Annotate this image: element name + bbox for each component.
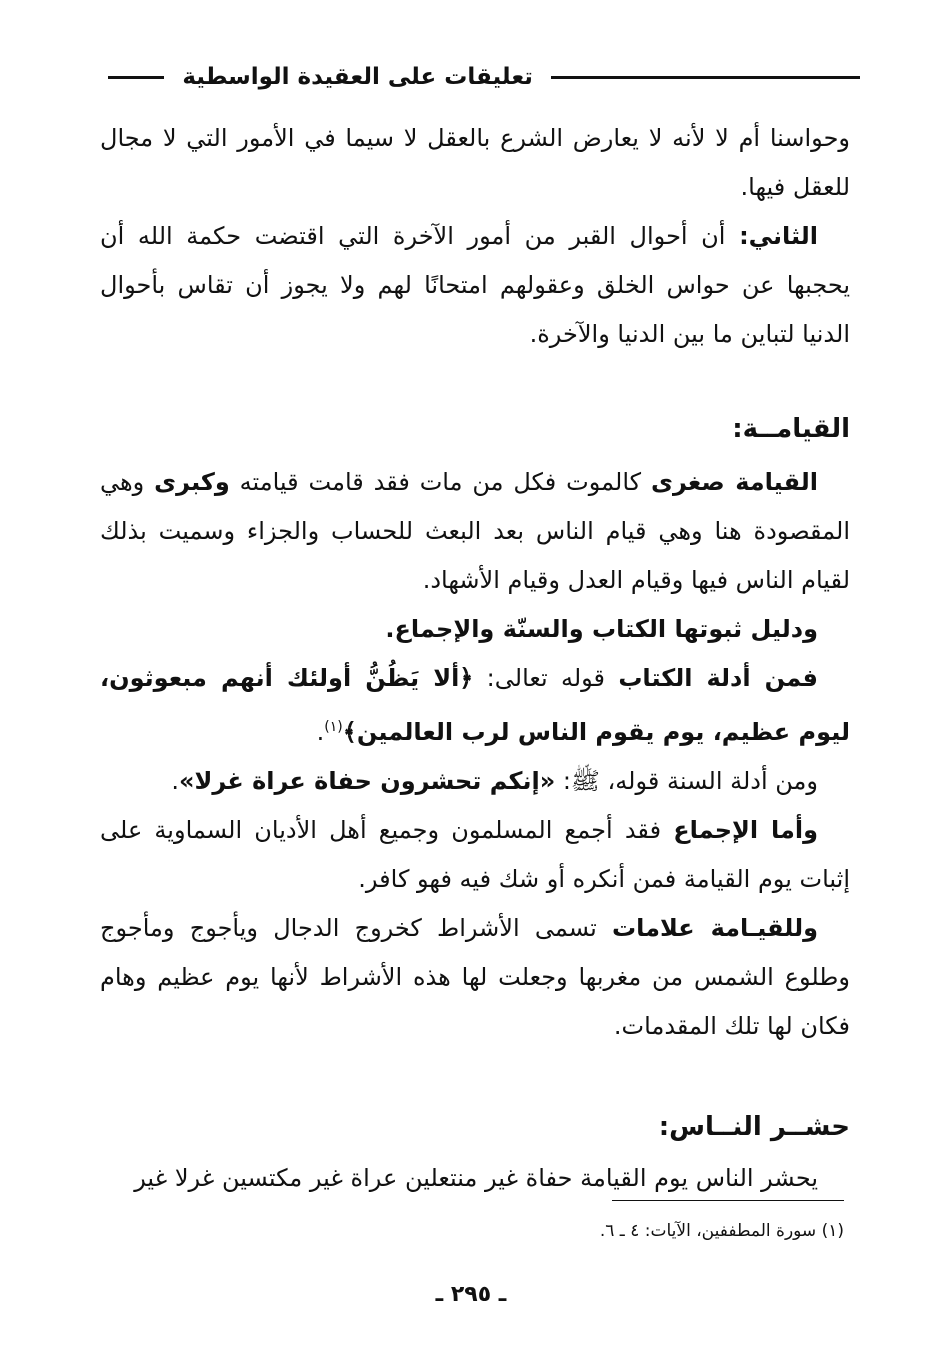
footnote-reference: (١) xyxy=(324,719,343,735)
paragraph-qiyama-definition xyxy=(100,458,850,605)
section-heading-qiyama: القيامــة: xyxy=(732,414,850,444)
bold-sentence: ودليل ثبوتها الكتاب والسنّة والإجماع. xyxy=(385,615,818,643)
footnote-divider xyxy=(612,1200,844,1201)
bold-term: وأما الإجماع xyxy=(673,816,818,844)
bold-term: علامات xyxy=(612,914,695,942)
paragraph-text: فقد أجمع المسلمون وجميع أهل الأديان السماوية على إثبات يوم القيامة فمن أنكره أو شك فيه فهو كافر. xyxy=(100,816,850,893)
paragraph-signs xyxy=(100,904,850,1051)
point-label: الثاني: xyxy=(739,222,818,250)
running-header xyxy=(108,60,860,94)
paragraph-text: وهي المقصودة هنا وهي قيام الناس بعد البعث للحساب والجزاء وسميت بذلك لقيام الناس فيها وقيام العدل وقيام الأشهاد. xyxy=(100,468,850,594)
paragraph-text: قوله تعالى: xyxy=(473,664,619,692)
bold-term: فمن أدلة الكتاب xyxy=(618,664,818,692)
paragraph-text: ومن أدلة السنة قوله، ﷺ: xyxy=(555,767,818,795)
bold-term: وكبرى xyxy=(154,468,230,496)
header-title: تعليقات على العقيدة الواسطية xyxy=(182,64,533,90)
page-number: ـ ٢٩٥ ـ xyxy=(435,1282,507,1307)
paragraph-text: أن أحوال القبر من أمور الآخرة التي اقتضت حكمة الله أن يحجبها عن حواس الخلق وعقولهم امتحانًا لهم ولا يجوز أن تقاس بأحوال الدنيا لتباين ما بين الدنيا والآخرة. xyxy=(100,222,850,348)
header-rule-right xyxy=(551,76,860,79)
paragraph-hashr xyxy=(100,1154,850,1203)
paragraph-quran-evidence xyxy=(100,654,850,757)
paragraph-text: وحواسنا أم لا لأنه لا يعارض الشرع بالعقل لا سيما في الأمور التي لا مجال للعقل فيها. xyxy=(100,124,850,201)
paragraph-text: . xyxy=(171,767,180,795)
bold-term: وللقيـامة xyxy=(694,914,819,942)
paragraph-continuation xyxy=(100,114,850,212)
body-text xyxy=(100,114,850,1203)
hadith-quote: «إنكم تحشرون حفاة عراة غرلا» xyxy=(179,767,556,795)
paragraph-text: . xyxy=(316,718,325,746)
paragraph-text: كالموت فكل من مات فقد قامت قيامته xyxy=(229,468,651,496)
paragraph-consensus-evidence xyxy=(100,806,850,904)
bold-term: القيامة صغرى xyxy=(650,468,818,496)
paragraph-text: يحشر الناس يوم القيامة حفاة غير منتعلين عراة غير مكتسين غرلا غير xyxy=(134,1164,818,1192)
section-heading-hashr: حشــر النــاس: xyxy=(658,1112,850,1142)
paragraph-text: تسمى الأشراط كخروج الدجال ويأجوج ومأجوج وطلوع الشمس من مغربها وجعلت لها هذه الأشراط لأنها يوم عظيم وهام فكان لها تلك المقدمات. xyxy=(100,914,850,1040)
header-rule-left xyxy=(108,76,164,79)
quran-verse: ﴿ألا يَظُنُّ أولئك أنهم مبعوثون، ليوم عظيم، يوم يقوم الناس لرب العالمين﴾ xyxy=(100,664,850,746)
footnote: (١) سورة المطففين، الآيات: ٤ ـ ٦. xyxy=(599,1221,844,1241)
paragraph-evidence-intro xyxy=(100,605,850,654)
paragraph-sunnah-evidence xyxy=(100,757,850,806)
paragraph-second-point xyxy=(100,212,850,359)
